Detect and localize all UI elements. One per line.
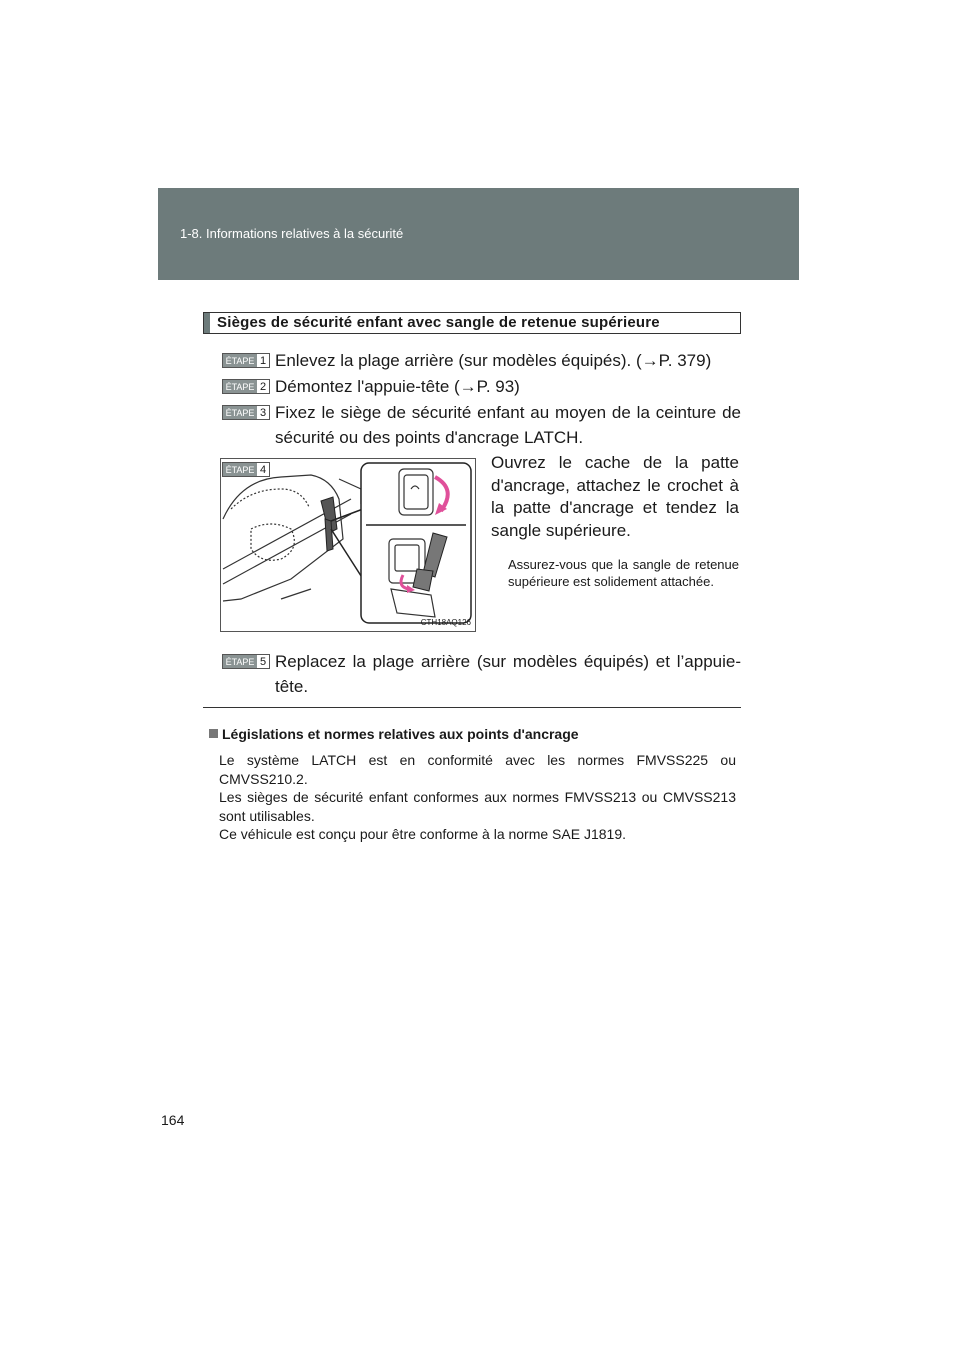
- section-title-box: [203, 312, 741, 334]
- step-5-text: Replacez la plage arrière (sur modèles équipés) et l’appuie-tête.: [275, 652, 741, 696]
- seat-anchor-drawing: [221, 459, 475, 631]
- step-4-note: Assurez-vous que la sangle de retenue supérieure est solidement attachée.: [508, 557, 739, 589]
- square-bullet-icon: [209, 729, 218, 738]
- step-badge-1: [222, 353, 270, 368]
- note-paragraph: Ce véhicule est conçu pour être conforme à la norme SAE J1819.: [219, 826, 626, 843]
- divider: [203, 707, 741, 708]
- step-badge-number: 5: [259, 655, 267, 668]
- header-band: [158, 188, 799, 280]
- step-badge-4: [222, 462, 270, 477]
- step-badge-3: [222, 405, 270, 420]
- step-3-text: Fixez le siège de sécurité enfant au moyen de la ceinture de sécurité ou des points d'ancrage LATCH.: [275, 403, 741, 447]
- step-4-text: Ouvrez le cache de la patte d'ancrage, attachez le crochet à la patte d'ancrage et tendez la sangle supérieure.: [491, 453, 739, 541]
- section-title: Sièges de sécurité enfant avec sangle de retenue supérieure: [217, 314, 660, 331]
- anchor-illustration: [220, 458, 476, 632]
- step-badge-label: ÉTAPE: [223, 380, 257, 393]
- step-badge-label: ÉTAPE: [223, 463, 257, 476]
- title-accent-bar: [204, 313, 210, 333]
- step-2-text: Démontez l'appuie-tête (→P. 93): [275, 377, 520, 396]
- step-badge-2: [222, 379, 270, 394]
- step-badge-5: [222, 654, 270, 669]
- section-label: 1-8. Informations relatives à la sécurité: [180, 226, 404, 241]
- figure-code: CTH18AQ126: [420, 618, 471, 627]
- step-badge-number: 1: [259, 354, 267, 367]
- note-paragraph: Le système LATCH est en conformité avec les normes FMVSS225 ou CMVSS210.2.: [219, 752, 736, 787]
- step-badge-label: ÉTAPE: [223, 655, 257, 668]
- page-number: 164: [161, 1112, 185, 1128]
- note-body: [219, 751, 736, 844]
- step-badge-label: ÉTAPE: [223, 354, 257, 367]
- note-paragraph: Les sièges de sécurité enfant conformes aux normes FMVSS213 ou CMVSS213 sont utilisables.: [219, 789, 736, 824]
- step-badge-number: 2: [259, 380, 267, 393]
- step-1-text: Enlevez la plage arrière (sur modèles équipés). (→P. 379): [275, 351, 712, 370]
- note-heading-text: Législations et normes relatives aux points d'ancrage: [222, 726, 579, 742]
- step-badge-label: ÉTAPE: [223, 406, 257, 419]
- note-heading: [209, 726, 579, 742]
- step-badge-number: 3: [259, 406, 267, 419]
- step-badge-number: 4: [259, 463, 267, 476]
